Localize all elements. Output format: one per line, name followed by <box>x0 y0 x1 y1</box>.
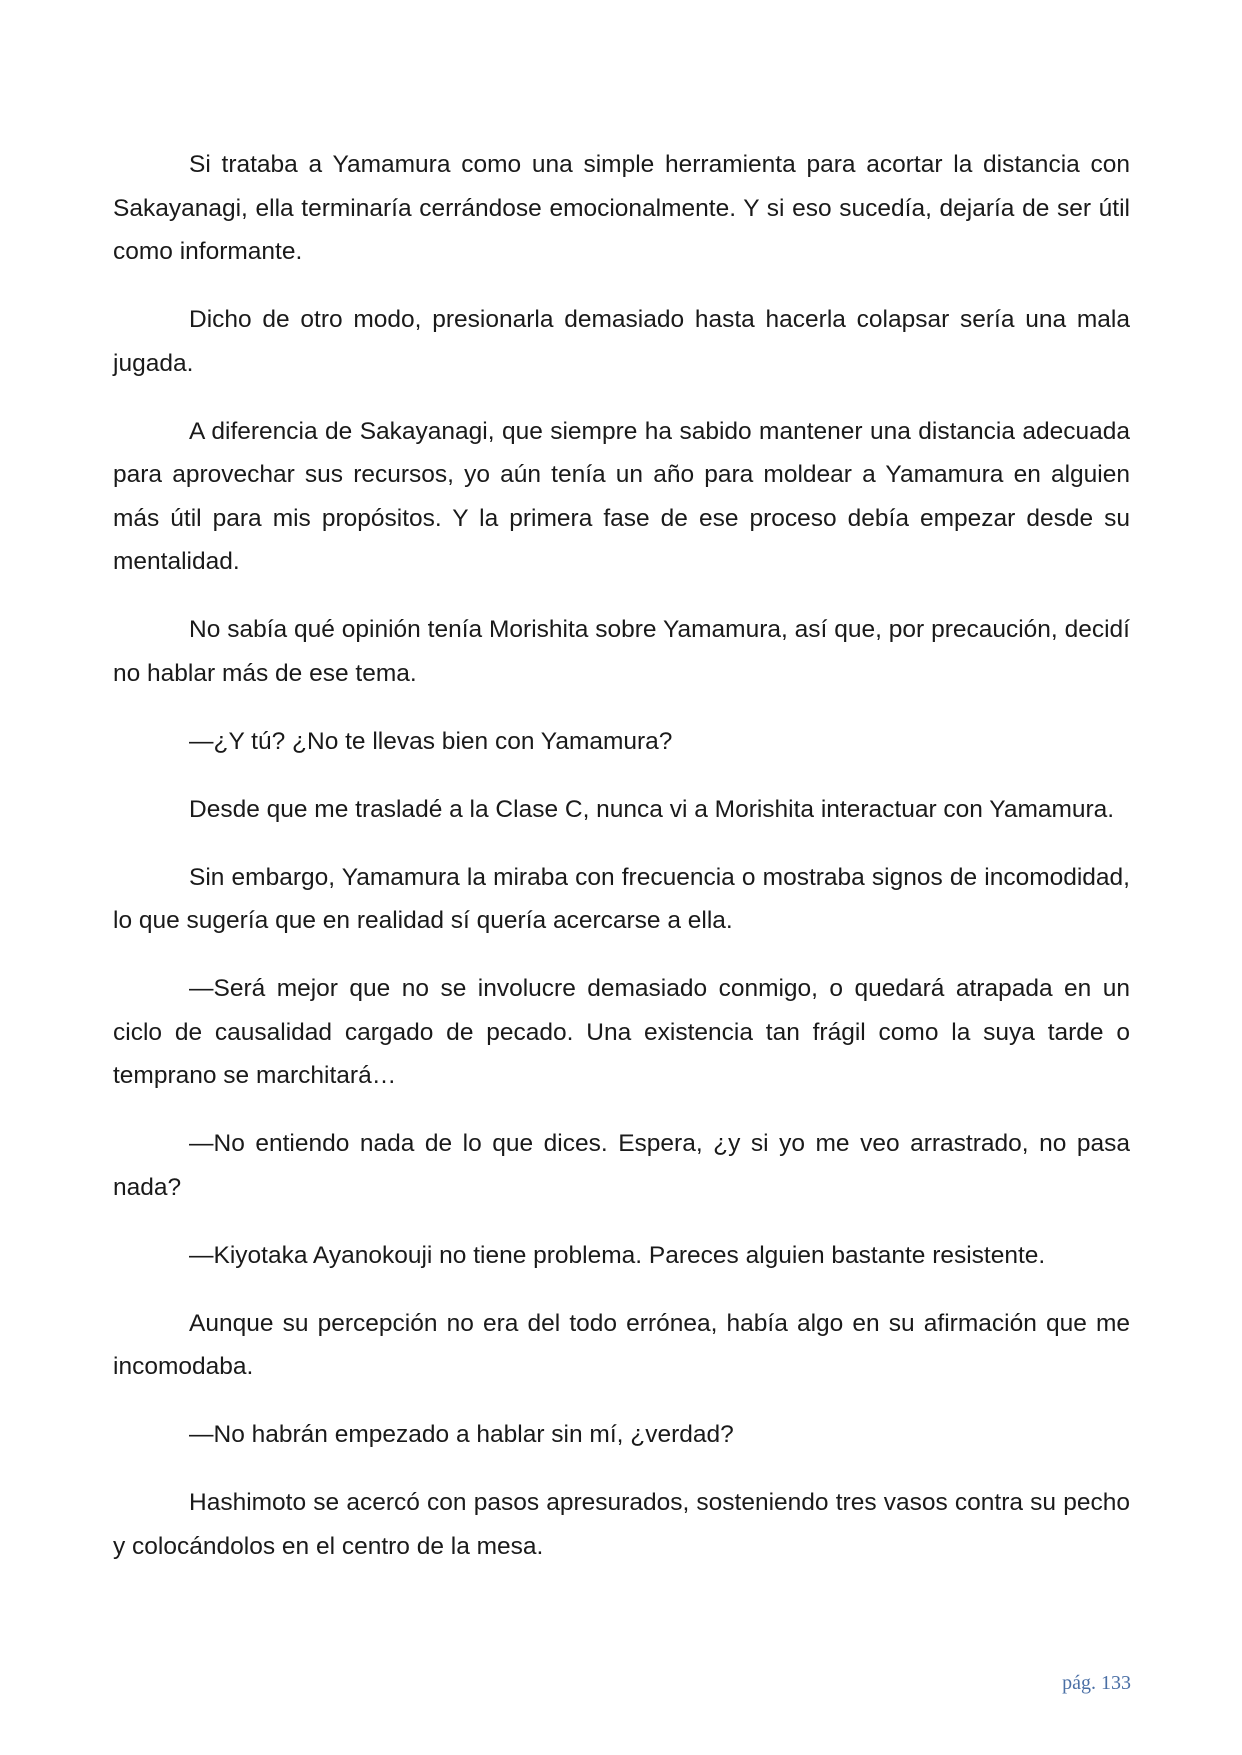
paragraph: —¿Y tú? ¿No te llevas bien con Yamamura? <box>189 727 673 755</box>
paragraph: Si trataba a Yamamura como una simple herramienta para acortar la distancia con Sakayanagi, ella terminaría cerrándose emocionalmente. Y si eso sucedía, dejaría de ser útil como informante. <box>113 151 1130 265</box>
paragraph: Desde que me trasladé a la Clase C, nunca vi a Morishita interactuar con Yamamura. <box>189 795 1115 823</box>
text-body <box>113 143 1130 1568</box>
paragraph: Sin embargo, Yamamura la miraba con frecuencia o mostraba signos de incomodidad, lo que sugería que en realidad sí quería acercarse a ella. <box>113 863 1130 934</box>
paragraph: No sabía qué opinión tenía Morishita sobre Yamamura, así que, por precaución, decidí no hablar más de ese tema. <box>113 616 1130 687</box>
paragraph: —Será mejor que no se involucre demasiado conmigo, o quedará atrapada en un ciclo de causalidad cargado de pecado. Una existencia tan frágil como la suya tarde o temprano se marchitará… <box>113 975 1130 1089</box>
paragraph: —No habrán empezado a hablar sin mí, ¿verdad? <box>189 1421 734 1448</box>
paragraph: Aunque su percepción no era del todo errónea, había algo en su afirmación que me incomodaba. <box>113 1309 1130 1380</box>
paragraph: —Kiyotaka Ayanokouji no tiene problema. Pareces alguien bastante resistente. <box>189 1241 1046 1269</box>
paragraph: Dicho de otro modo, presionarla demasiado hasta hacerla colapsar sería una mala jugada. <box>113 306 1130 377</box>
paragraph: Hashimoto se acercó con pasos apresurados, sosteniendo tres vasos contra su pecho y colocándolos en el centro de la mesa. <box>113 1489 1130 1560</box>
paragraph: —No entiendo nada de lo que dices. Espera, ¿y si yo me veo arrastrado, no pasa nada? <box>113 1130 1130 1201</box>
page-number: pág. 133 <box>1062 1672 1131 1694</box>
paragraph: A diferencia de Sakayanagi, que siempre ha sabido mantener una distancia adecuada para aprovechar sus recursos, yo aún tenía un año para moldear a Yamamura en alguien más útil para mis propósitos. Y la primera fase de ese proceso debía empezar desde su mentalidad. <box>113 417 1130 575</box>
